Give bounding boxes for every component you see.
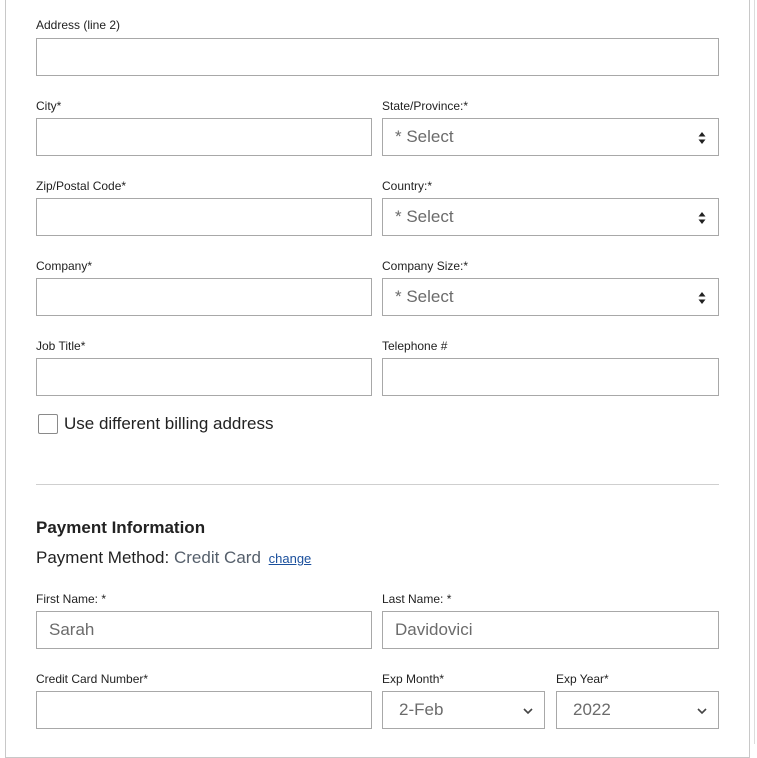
card-number-input[interactable] (36, 691, 372, 729)
state-select[interactable] (382, 118, 719, 156)
billing-address-checkbox[interactable] (38, 414, 58, 434)
payment-method-value: Credit Card (173, 548, 261, 567)
last-name-input[interactable] (382, 611, 719, 649)
telephone-input[interactable] (382, 358, 719, 396)
chevron-down-icon (696, 705, 708, 717)
section-divider (36, 484, 719, 485)
zip-input[interactable] (36, 198, 372, 236)
country-select[interactable] (382, 198, 719, 236)
billing-address-label[interactable]: Use different billing address (64, 414, 274, 433)
address2-label: Address (line 2) (36, 18, 121, 32)
city-label: City* (36, 99, 62, 113)
state-label: State/Province:* (382, 99, 469, 113)
first-name-input[interactable] (36, 611, 372, 649)
exp-year-value: 2022 (573, 700, 611, 719)
city-input[interactable] (36, 118, 372, 156)
job-title-label: Job Title* (36, 339, 86, 353)
card-number-label: Credit Card Number* (36, 672, 149, 686)
payment-method-row (36, 548, 311, 569)
company-label: Company* (36, 259, 93, 273)
telephone-label: Telephone # (382, 339, 448, 353)
last-name-label: Last Name: * (382, 592, 452, 606)
company-input[interactable] (36, 278, 372, 316)
first-name-label: First Name: * (36, 592, 107, 606)
company-size-label: Company Size:* (382, 259, 469, 273)
scroll-edge (754, 0, 755, 744)
country-select-value: * Select (395, 207, 454, 226)
address2-input[interactable] (36, 38, 719, 76)
country-label: Country:* (382, 179, 433, 193)
chevron-down-icon (522, 705, 534, 717)
updown-arrows-icon (698, 131, 706, 145)
updown-arrows-icon (698, 211, 706, 225)
company-size-select[interactable] (382, 278, 719, 316)
exp-year-select[interactable] (556, 691, 719, 729)
exp-month-label: Exp Month* (382, 672, 445, 686)
exp-month-value: 2-Feb (399, 700, 444, 719)
job-title-input[interactable] (36, 358, 372, 396)
payment-method-label: Payment Method: (36, 548, 170, 567)
updown-arrows-icon (698, 291, 706, 305)
exp-month-select[interactable] (382, 691, 545, 729)
payment-section-title: Payment Information (36, 518, 206, 537)
zip-label: Zip/Postal Code* (36, 179, 127, 193)
exp-year-label: Exp Year* (556, 672, 609, 686)
state-select-value: * Select (395, 127, 454, 146)
change-payment-link[interactable]: change (268, 551, 312, 566)
company-size-select-value: * Select (395, 287, 454, 306)
